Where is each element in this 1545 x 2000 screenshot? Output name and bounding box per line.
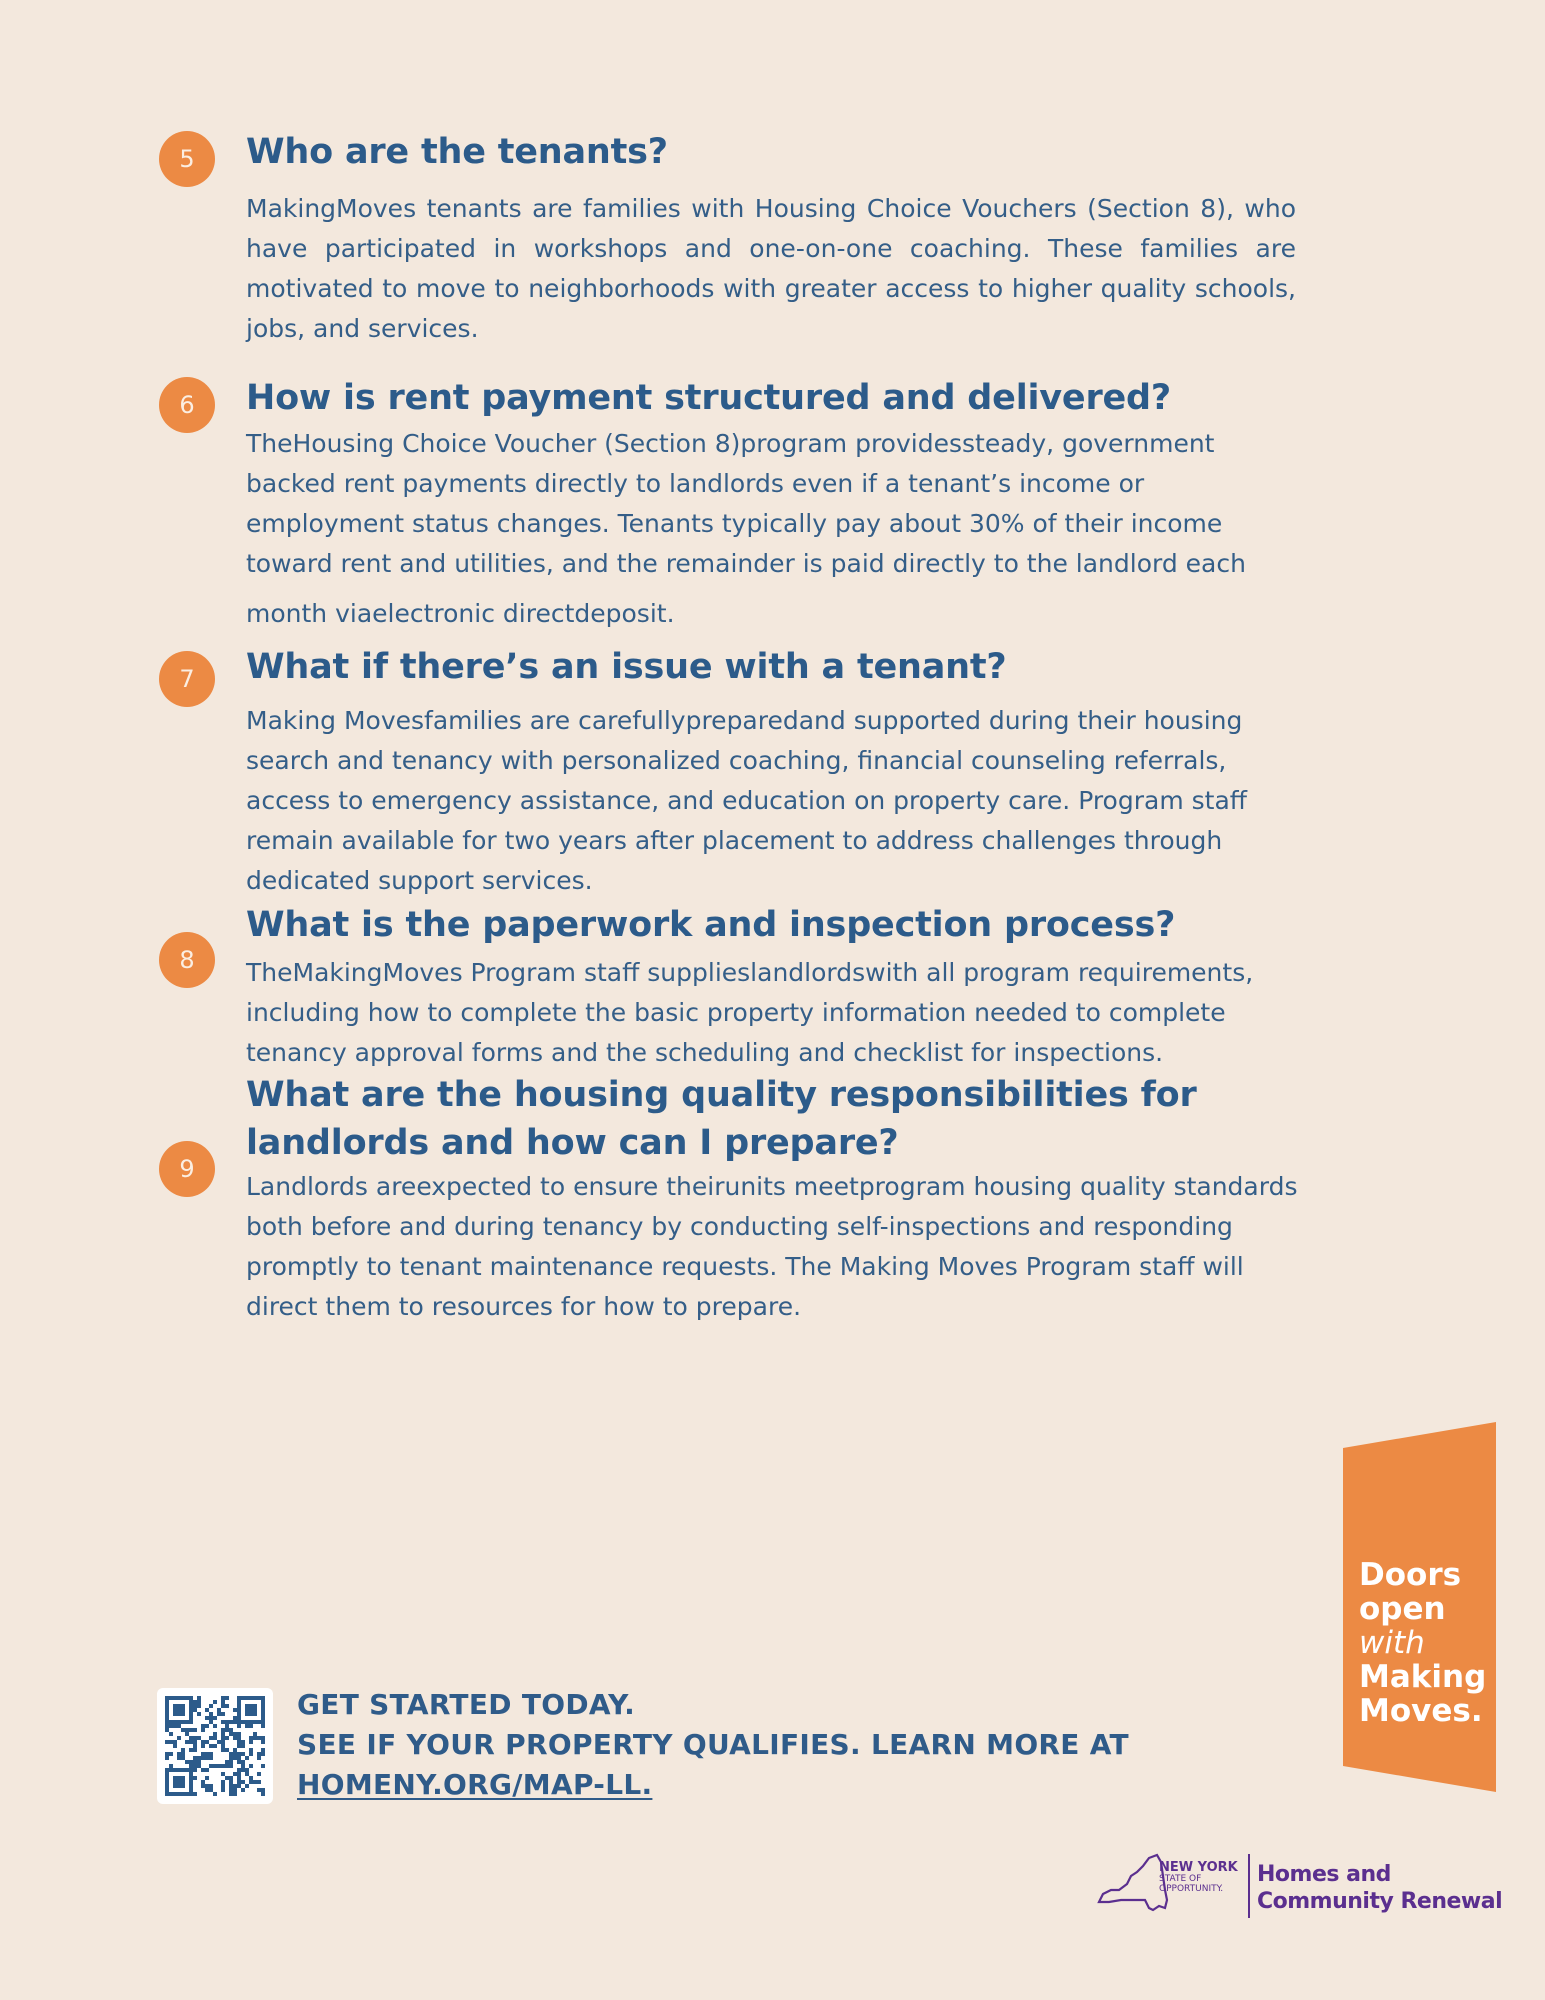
banner-line-1: Doors	[1359, 1557, 1462, 1593]
faq-answer: TheHousing Choice Voucher (Section 8)program providessteady, government backed rent payments directly to landlords even if a tenant’s income or employment status changes. Tenants typically pay about 30% of their income toward rent and utilities, and the remainder is paid directly to the landlord each	[246, 429, 1246, 578]
hcr-wordmark	[1257, 1861, 1502, 1915]
faq-answer: TheMakingMoves Program staff supplieslandlordswith all program requirements, including how to complete the basic property information needed to complete tenancy approval forms and the scheduling and checklist for inspections.	[246, 958, 1254, 1067]
faq-answer-tail: month viaelectronic directdeposit.	[246, 599, 675, 628]
hcr-line-2: Community Renewal	[1257, 1889, 1503, 1914]
ny-line-1: NEW YORK	[1159, 1860, 1238, 1875]
banner-line-5: Moves.	[1359, 1693, 1483, 1729]
cta-line-1: GET STARTED TODAY.	[297, 1688, 636, 1721]
cta-link[interactable]: HOMENY.ORG/MAP-LL.	[297, 1768, 653, 1801]
faq-number-badge: 9	[159, 1141, 215, 1197]
banner-line-3: with	[1359, 1625, 1425, 1661]
faq-question: What is the paperwork and inspection process?	[246, 905, 1176, 945]
hcr-line-1: Homes and	[1257, 1862, 1391, 1887]
faq-question: Who are the tenants?	[246, 132, 668, 172]
banner-line-2: open	[1359, 1591, 1446, 1627]
faq-number-badge: 5	[159, 131, 215, 187]
faq-number-badge: 6	[159, 377, 215, 433]
faq-question: How is rent payment structured and delivered?	[246, 378, 1171, 418]
qr-code[interactable]	[157, 1688, 273, 1804]
ny-line-2: STATE OF	[1159, 1874, 1202, 1884]
banner-line-4: Making	[1359, 1659, 1487, 1695]
ny-line-3: OPPORTUNITY.	[1159, 1884, 1224, 1894]
call-to-action	[297, 1685, 1129, 1805]
faq-number-badge: 8	[159, 932, 215, 988]
banner-text	[1359, 1558, 1486, 1728]
logo-divider	[1248, 1854, 1250, 1918]
faq-answer: MakingMoves tenants are families with Housing Choice Vouchers (Section 8), who have participated in workshops and one-on-one coaching. These families are motivated to move to neighborhoods with greater access to higher quality schools, jobs, and services.	[246, 194, 1296, 343]
faq-number-badge: 7	[159, 651, 215, 707]
qr-code-graphic	[157, 1688, 273, 1804]
faq-question-line2: landlords and how can I prepare?	[246, 1123, 899, 1163]
ny-state-wordmark	[1159, 1862, 1238, 1894]
cta-line-2: SEE IF YOUR PROPERTY QUALIFIES. LEARN MORE AT	[297, 1728, 1129, 1761]
faq-question: What if there’s an issue with a tenant?	[246, 647, 1007, 687]
faq-question: What are the housing quality responsibilities for	[246, 1075, 1197, 1115]
faq-answer: Landlords areexpected to ensure theirunits meetprogram housing quality standards both before and during tenancy by conducting self-inspections and responding promptly to tenant maintenance requests. The Making Moves Program staff will direct them to resources for how to prepare.	[246, 1172, 1298, 1321]
faq-answer: Making Movesfamilies are carefullypreparedand supported during their housing search and tenancy with personalized coaching, financial counseling referrals, access to emergency assistance, and education on property care. Program staff remain available for two years after placement to address challenges through dedicated support services.	[246, 706, 1247, 895]
